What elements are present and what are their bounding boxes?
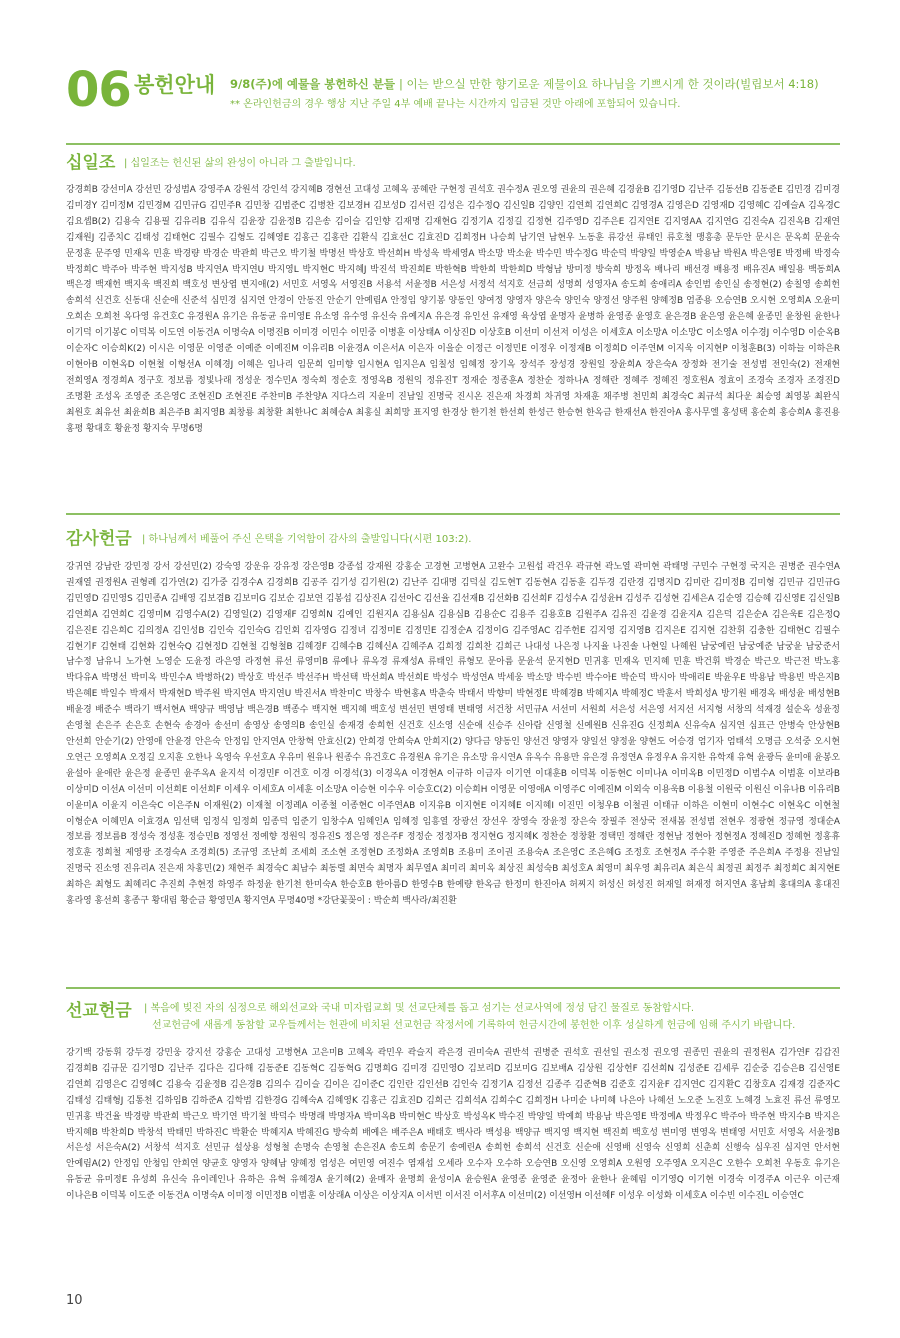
section-divider [66, 513, 840, 515]
tithe-names: 강경희B 강선미A 강선민 강성범A 강영주A 강원석 강인석 강지혜B 경현선 고대성 고혜옥 공혜란 구현정 권석호 권수정A 권오영 권윤의 권은혜 김경윤B 김기영D 김난주 김동선B 김동준E 김민경 김미경 김미경Y 김미정M 김민경M 김민규G 김민주R 김민창 김범준C 김병찬 김보경H 김보성D 김서린 김성은 김수정Q 김신일B 김양인 김연희 김연희C 김영경A 김영은D 김영재D 김영혜C 김예슬A 김옥경C 김요셉B(2) 김용숙 김용필 김유리B 김유식 김윤장 김윤정B 김은송 김이슬 김인향 김재명 김재현G 김정기A 김정길 김정현 김주영D 김주은E 김지연E 김지영AA 김지연G 김진숙A 김진옥B 김재연 김재원J 김종치C 김태성 김태현C 김필수 김형도 김혜영E 김홍근 김홍란 김환식 김효선C 김효진D 김희정H 나승희 남기연 남현우 노동훈 류강선 류태인 류호철 맹흥총 문두안 문시은 문옥희 문윤숙 문정훈 문주영 민재옥 민훈 박경량 박경순 박관희 박근오 박기철 박명선 박상호 박선희H 박성욱 박세영A 박소망 박소윤 박수민 박수정G 박순덕 박양일 박영순A 박용남 박원A 박은영E 박정배 박정숙 박정희C 박주아 박주현 박지성B 박지연A 박지연U 박지영L 박지현C 박지혜J 박진석 박진희E 박한혁B 박한희 박한희D 박형남 방미정 방숙희 방정옥 배나리 배선경 배용정 배유진A 배일용 백동희A 백은경 백재헌 백지욱 백진희 백호성 변상엽 변지애(2) 서민호 서영옥 서영진B 서용석 서윤정B 서은성 서정석 석지호 선금희 성명희 성영자A 송도희 송애리A 송인범 송인실 송정현(2) 송칠영 송희헌 송희석 신건호 신동대 신순애 신준석 심민경 심지연 안경이 안동진 안순기 안예림A 안정임 양기봉 양동인 양여정 양영자 양은숙 양인숙 양정선 양주원 양혜정B 엄종용 오승연B 오시현 오영희A 오윤미 오희손 오희천 옥다영 유건호C 유경원A 유기은 유동균 유미영E 유소영 유수영 유신숙 유예지A 유은경 유인선 유재영 육상엽 윤명자 윤병하 윤영종 윤영호 윤은경B 윤은영 윤은혜 윤종민 윤창원 윤한나 이기덕 이기봉C 이덕복 이도연 이동건A 이명숙A 이명진B 이미경 이민수 이민중 이병훈 이상태A 이상진D 이상호B 이선미 이선저 이성은 이세호A 이소망A 이소망C 이소영A 이수경J 이수영D 이순옥B 이순자C 이승희K(2) 이시은 이영문 이영준 이예준 이예진M 이유리B 이윤경A 이은서A 이은자 이을순 이정근 이정민E 이정우 이정재B 이정희D 이주연M 이지욱 이지현P 이청훈B(3) 이하늘 이하은R 이현아B 이현옥D 이현철 이형선A 이혜경J 이혜은 임나리 임문희 임미향 임시현A 임지은A 임칠성 임혜정 장기옥 장석주 장성경 장원일 장윤희A 장은숙A 장정화 전기술 전성범 전인숙(2) 전재현 전희영A 정경희A 정구호 정보름 정빛나래 정성운 정수민A 정숙희 정순호 정영옥B 정원익 정유진T 정재순 정종훈A 정찬순 정하나A 정해란 정혜주 정혜진 정호원A 정효이 조경숙 조경자 조경진D 조명환 조성옥 조영준 조은영C 조현진D 조현진E 주찬미B 주찬양A 지다스리 지윤미 진남일 진명국 진시온 진은재 차경희 차귀영 차재훈 채주병 천민희 최경숙C 최규석 최다운 최승영 최영봉 최완식 최원호 최유선 최윤희B 최은주B 최지영B 최창룡 최창환 최한나C 최혜승A 최홍실 최희망 표지영 한경상 한기천 한선희 한성근 한승현 한옥금 한재선A 한진아A 홍사무엘 홍성택 홍순희 홍승희A 홍진용 홍평 황대호 황윤정 황지숙 무명6명 [66, 185, 840, 434]
mission-names: 강기백 강동휘 강두경 강민웅 강지선 강홍순 고대성 고병현A 고은미B 고혜옥 곽민우 곽슬지 곽은경 권미숙A 권반석 권병준 권석호 권선일 권소정 권오영 권종민 권윤의 권정원A 김가연F 김갑진 김경희B 김규문 김기영D 김난주 김다은 김다해 김동준E 김동혁C 김동혁G 김명희G 김미경 김민영O 김보리D 김보미G 김보배A 김상원 김상헌F 김선희N 김성준E 김세루 김순중 김승은B 김신영E 김연희 김영은C 김영혜C 김용숙 김윤정B 김은경B 김의수 김이슬 김이은 김이준C 김인란 김인선B 김인숙 김정기A 김정선 김종주 김준혁B 김준호 김지윤F 김지연C 김지환C 김창호A 김재경 김준자C 김태성 김태형J 김통천 김하임B 김하준A 김학범 김한경G 김혜숙A 김혜영K 김홍근 김효진D 김희근 김희석A 김희수C 김희정H 나미순 나미혜 나은아 나혜선 노오준 노진호 노혜경 노효진 류선 류영모 민귀홍 박건율 박경량 박관희 박근오 박기연 박기철 박덕수 박명래 박명자A 박미옥B 박미현C 박상호 박성옥K 박수진 박양일 박예희 박용남 박은영E 박정예A 박정우C 박주아 박주현 박지수B 박지은 박지혜B 박찬희D 박창석 박태민 박하진C 박환순 박혜지A 박혜진G 방숙희 배예은 배주은A 배태호 백사라 백성용 백양규 백지영 백지현 백진희 백호성 변미영 변영옥 변태영 서민호 서영옥 서윤정B 서은성 서은숙A(2) 서창석 석지호 선민규 설상용 성형철 손명숙 손영철 손은진A 송도희 송문기 송예린A 송희헌 송희석 신건호 신순애 신영배 신영숙 신영희 신춘희 신행숙 심우진 심지연 안서현 안예림A(2) 안정임 안청임 안희연 양균호 양영자 양혜남 양혜정 엄성은 여민영 여진수 염재섭 오세라 오수자 오수하 오승연B 오신영 오영희A 오원영 오주영A 오지은C 오한수 오희천 우동호 유기은 유동균 유미정E 유성희 유신숙 유이레인나 유하은 유혁 유혜경A 윤기혜(2) 윤매자 윤명희 윤성이A 윤승원A 윤영종 윤영준 윤정아 윤한나 윤혜림 이기영Q 이기현 이경숙 이경주A 이근우 이근재 이나은B 이덕복 이도준 이동건A 이명숙A 이미정 이민정B 이범훈 이상래A 이상은 이상지A 이서빈 이서진 이서후A 이선미(2) 이선영H 이선혜F 이성우 이성화 이세호A 이수빈 이수진L 이승연C [66, 1048, 840, 1202]
subtitle-date: 9/8(주)에 예물을 봉헌하신 분들 [230, 77, 395, 91]
chapter-number: 06 [66, 62, 131, 118]
offering-header [66, 60, 846, 120]
online-offering-note: ** 온라인헌금의 경우 행상 지난 주일 4부 예배 끝나는 시간까지 입금된 것만 아래에 포함되어 있습니다. [230, 99, 681, 110]
thanks-names: 강귀연 강남란 강민정 강서 강선민(2) 강숙영 강운유 강유정 강은영B 강종섭 강재원 강홍순 고경현 고병현A 고완수 고원섭 곽건우 곽규현 곽노열 곽미현 곽태명 구민수 구현정 국지은 권병준 권수연A 권재열 권정원A 권형례 김가연(2) 김가중 김경수A 김경희B 김공주 김기성 김기원(2) 김난주 김대명 김덕실 김도현T 김동현A 김동훈 김두경 김란경 김명지D 김미란 김미정B 김미형 김민규 김민규G 김민영D 김민영S 김민종A 김배영 김보겸B 김보미G 김보순 김보연 김봉섭 김상진A 김선아C 김선율 김선재B 김선화B 김선희F 김성수A 김성윤H 김성주 김성현 김세은A 김순영 김승혜 김신영E 김신일B 김연희A 김연희C 김영미M 김영수A(2) 김영일(2) 김영재F 김영희N 김예인 김원지A 김용심A 김용심B 김용순C 김용주 김용호B 김원주A 김유진 김윤경 김윤지A 김은덕 김은순A 김은욱E 김은정Q 김은진E 김은희C 김의정A 김인성B 김인숙 김인숙G 김인회 김자영G 김정녀 김정미E 김정민E 김정순A 김정이G 김주영AC 김주헌E 김지영 김지영B 김지은E 김지현 김찬휘 김충한 김태현C 김필수 김현기F 김현태 김현화 김현숙Q 김현정D 김현철 김형철B 김혜경F 김혜수B 김혜신A 김혜주A 김희정 김희찬 김희근 나대성 나은정 나지율 나진솔 나현일 나혜원 남궁예린 남궁예준 남궁윤 남궁준서 남수정 남유니 노가현 노영순 도윤정 라은영 라정현 류선 류영미B 류예나 류옥경 류재성A 류태인 류형모 문아름 문윤석 문지현D 민귀홍 민재옥 민지혜 민훈 박건휘 박경순 박근오 박근전 박노홍 박다유A 박명선 박미옥 박민수A 박병하(2) 박상호 박선주 박선주H 박선택 박선희A 박선희E 박성수 박성연A 박세웅 박소망 박수빈 박수아E 박순덕 박시아 박애리E 박윤우E 박용남 박용빈 박은지B 박은혜E 박일수 박재서 박재현D 박주원 박지연A 박지연U 박진서A 박찬미C 박창수 박현홍A 박춘숙 박태서 박향미 박현정E 박혜경B 박혜지A 박혜정C 박훈서 박희성A 방기원 배경옥 배성윤 배성현B 배윤경 배준수 백라기 백서현A 백양규 백영남 백은경B 백종수 백지현 백지혜 백호성 변선민 변영태 변태영 서건창 서민규A 서선미 서원희 서은성 서은영 서지선 서지형 서창의 석재경 설순옥 성윤정 손영철 손은주 손은호 손현숙 송경아 송선미 송영상 송영의B 송인실 송재경 송희헌 신건호 신소영 신순애 신승주 신아람 신영철 신예원B 신유진G 신정희A 신유숙A 심지연 심표근 안병숙 안상현B 안선희 안순기(2) 안영애 안윤경 안은숙 안정임 안지연A 안창혁 안효신(2) 안희경 안희숙A 안희지(2) 양다금 양동인 양선건 양영자 양일선 양정윤 양현도 어승경 엄기자 엄태석 오명금 오석중 오시현 오연근 오영희A 오정길 오지훈 오한나 옥영숙 우선호A 우유미 원유나 원종수 유건호C 유경원A 유기은 유소망 유시연A 유옥수 유용만 유은경 유정연A 유정우A 유지한 유학재 유혁 윤광득 윤미애 윤봉오 윤설아 윤애란 윤은정 윤종민 윤주옥A 윤지석 이경민F 이건호 이경 이경석(3) 이경옥A 이경현A 이규하 이금자 이기연 이대훈B 이덕복 이동현C 이미나A 이미옥B 이민정D 이범수A 이범훈 이보라B 이상미D 이선A 이선미 이선희E 이선희F 이세우 이세호A 이세훈 이소망A 이승현 이수우 이승호C(2) 이승희H 이영문 이영애A 이영주C 이예진M 이외숙 이용욱B 이용철 이원국 이원신 이유나B 이유리B 이윤미A 이윤지 이은숙C 이은주N 이재원(2) 이재철 이정례A 이종철 이종현C 이주연AB 이지유B 이지현E 이지혜E 이지혜I 이진민 이청우B 이철권 이태규 이하은 이현미 이현수C 이현옥C 이현철 이형순A 이혜민A 이효경A 임선택 임정식 임정희 임종덕 임준기 임창수A 임혜인A 임혜정 임흥열 장광선 장선우 장영숙 장윤정 장은숙 장필주 전상국 전새봄 전성범 전현우 정광현 정규영 정대순A 정보름 정보름B 정성숙 정성훈 정승민B 정영선 정예향 정원익 정유진S 정은영 정은주F 정정순 정정자B 정지현G 정지혜K 정찬순 정창환 정택민 정해란 정현남 정현아 정현정A 정혜진D 정혜현 정홍휴 정호훈 정희철 제영광 조경숙A 조경희(5) 조규영 조난희 조세희 조소현 조정현D 조정화A 조영희B 조용미 조이권 조용숙A 조은영C 조은혜G 조정호 조현정A 주수환 주영준 주은희A 주정용 진남일 진명국 진소영 진유리A 진은재 차홍민(2) 채현주 최경숙C 최남수 최동렬 최면숙 최명자 최무열A 최미리 최미옥 최상진 최성숙B 최성호A 최영미 최우영 최유리A 최은식 최정권 최정주 최정희C 최지현E 최하은 최형도 최혜리C 추진희 추현정 하영주 하정윤 한기천 한미숙A 한승호B 한아름D 한영수B 한예량 한옥금 한정미 한진아A 허찌지 허성신 허성진 허재일 허재정 허지연A 홍남희 홍대의A 홍대진 홍라영 홍선희 홍종구 황대림 황순금 황영민A 황지연A 무명40명 *강단꽃꽂이 : 박순희 백사라/최진환 [66, 562, 840, 907]
mission-description: | 복음에 빚진 자의 심정으로 해외선교와 국내 미자립교회 및 선교단체를 돕고 섬기는 선교사역에 정성 담긴 물질로 동참합시다. [144, 1003, 695, 1014]
section-divider [66, 143, 840, 145]
page-number: 10 [66, 1293, 83, 1308]
tithe-title: 십일조 [66, 153, 116, 173]
thanks-description: | 하나님께서 베풀어 주신 은택을 기억함이 감사의 출발입니다(시편 103:2). [142, 534, 472, 545]
mission-description-2: 선교헌금에 새롭게 동참할 교우들께서는 헌관에 비치된 선교헌금 작정서에 기록하여 헌금시간에 봉헌한 이후 성실하게 헌금에 임해 주시기 바랍니다. [152, 1020, 796, 1031]
tithe-description: | 십일조는 헌신된 삶의 완성이 아니라 그 출발입니다. [124, 158, 356, 169]
thanks-title: 감사헌금 [66, 529, 132, 549]
subtitle-verse: | 이는 받으실 만한 향기로운 제물이요 하나님을 기쁘시게 한 것이라(빌립보서 4:18) [398, 77, 819, 91]
page-title: 봉헌안내 [134, 73, 216, 97]
mission-title: 선교헌금 [66, 1001, 132, 1021]
header-subtitle [230, 75, 819, 93]
section-divider [66, 987, 840, 989]
